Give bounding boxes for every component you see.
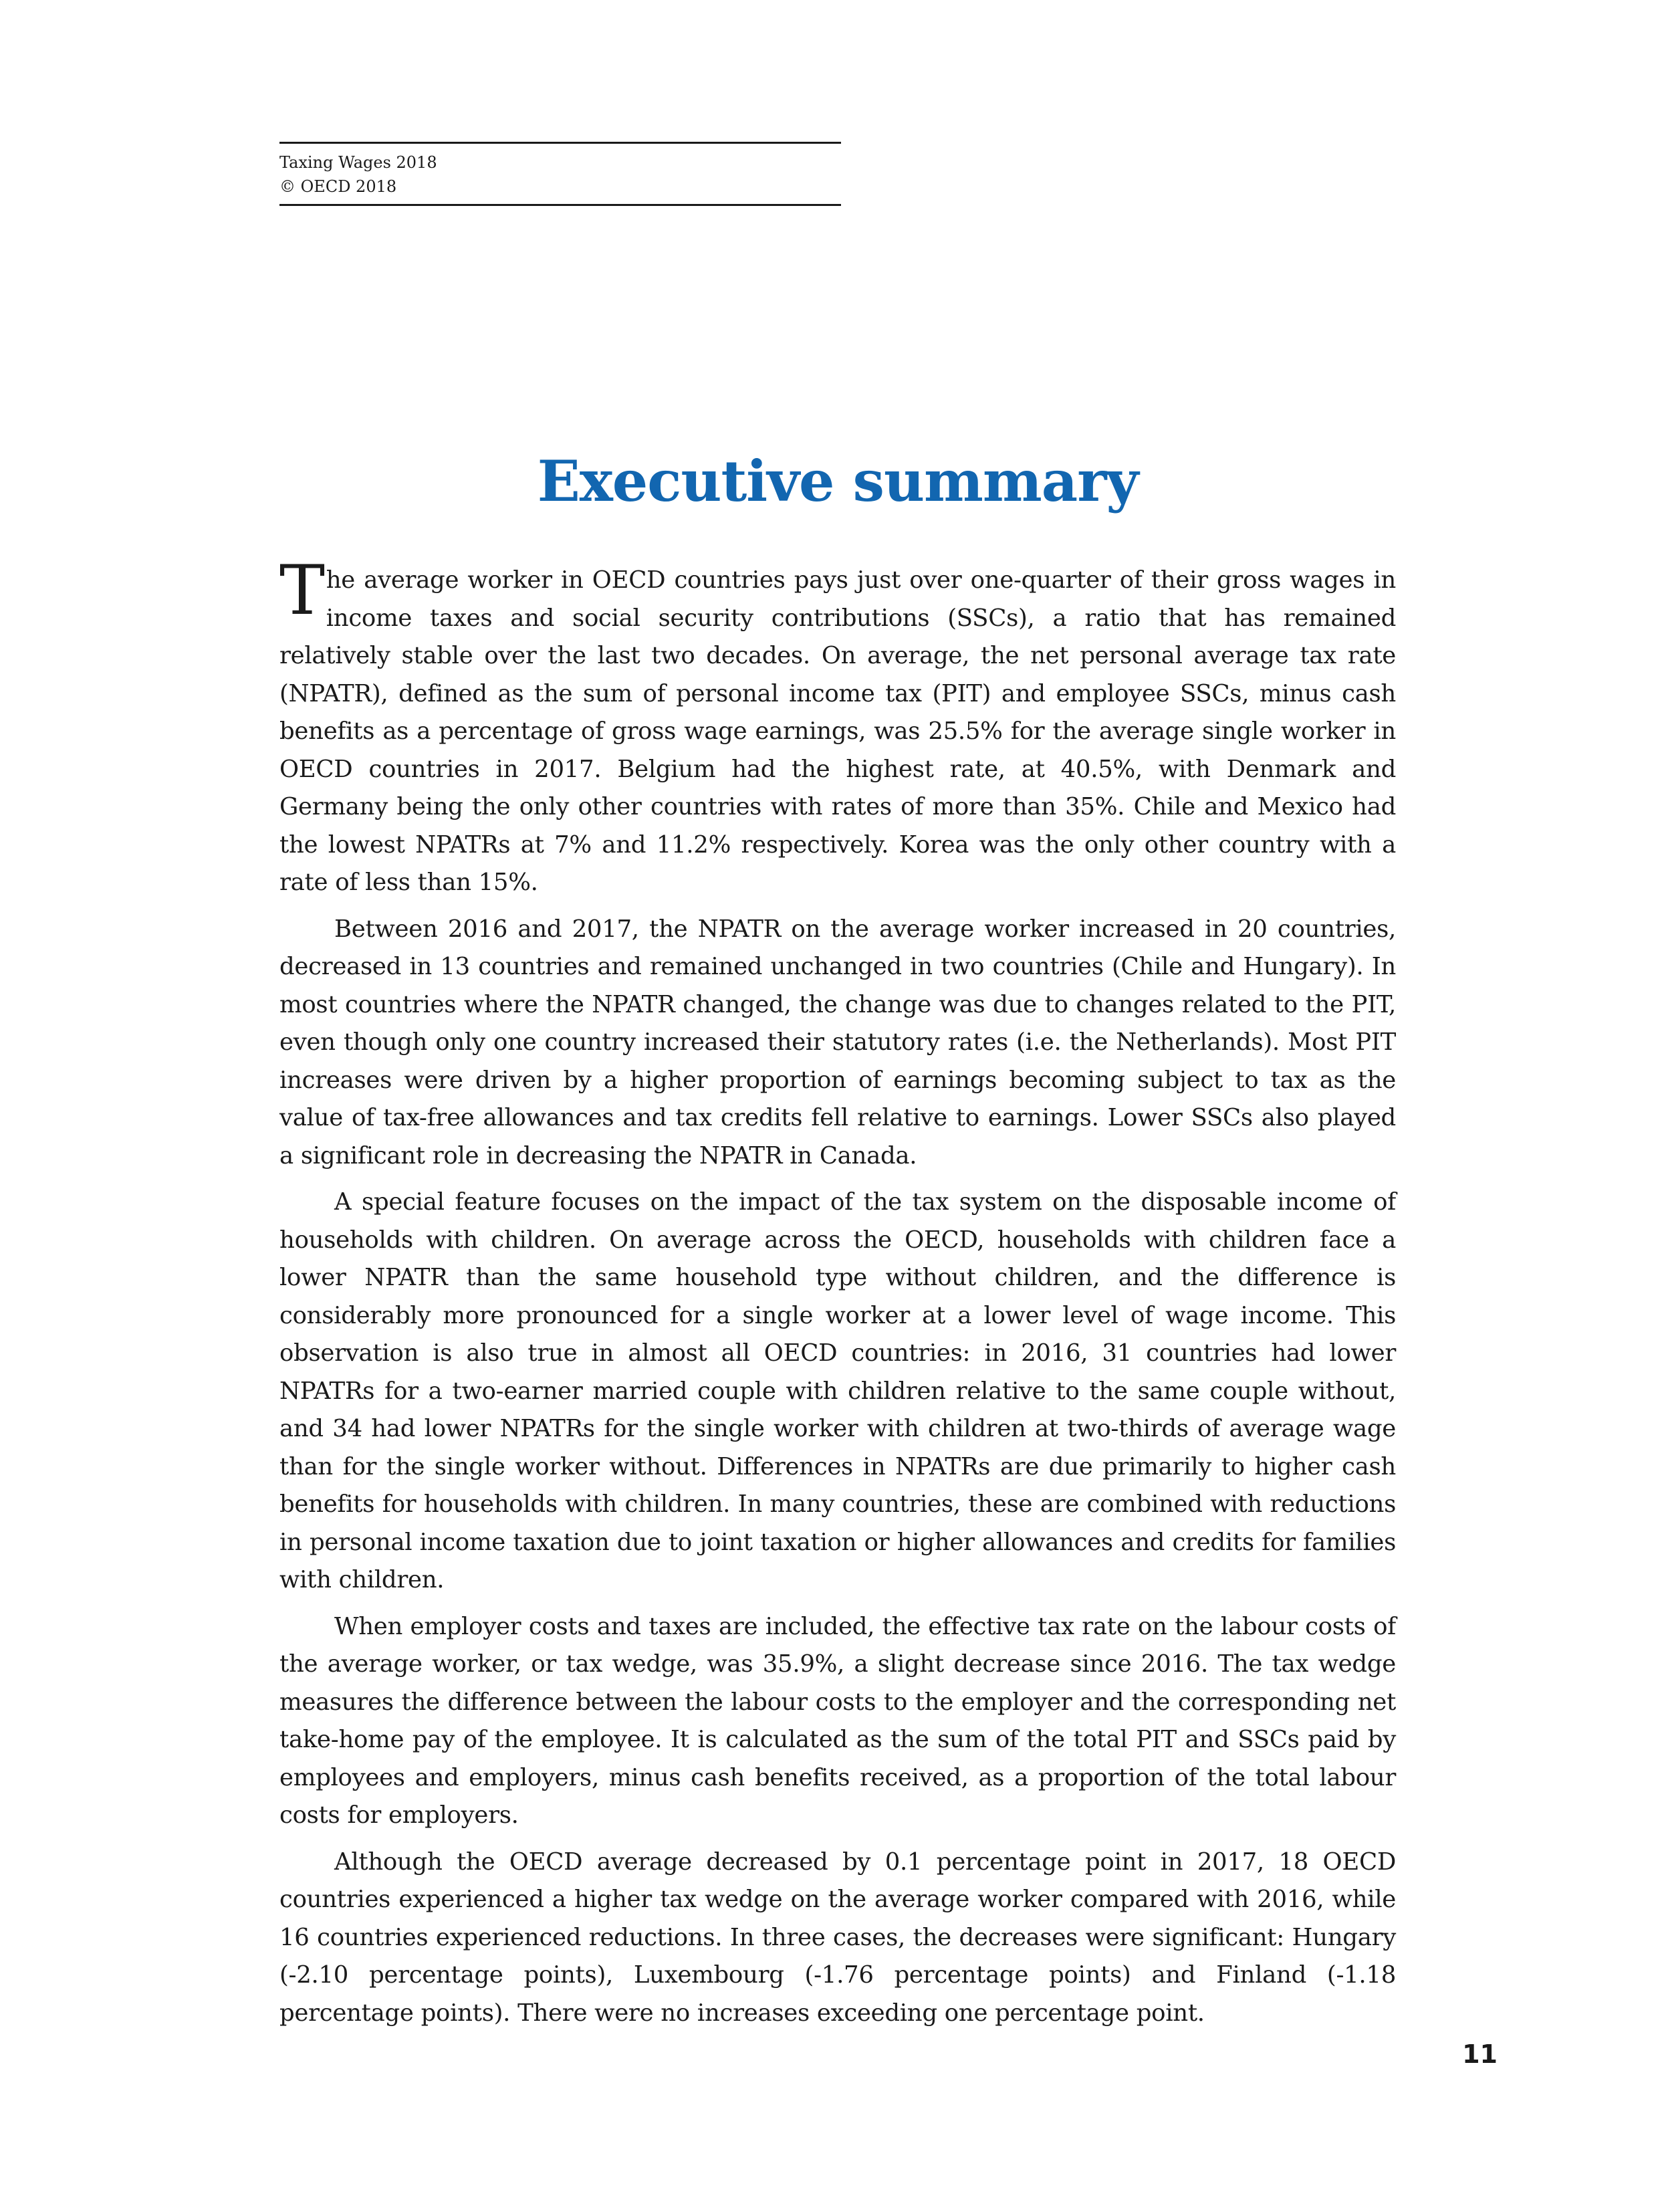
paragraph-4: When employer costs and taxes are included, the effective tax rate on the labour costs of the average worker, or tax wedge, was 35.9%, a slight decrease since 2016. The tax wedge measures the difference between the labour costs to the employer and the corresponding net take-home pay of the employee. It is calculated as the sum of the total PIT and SSCs paid by employees and employers, minus cash benefits received, as a proportion of the total labour costs for employers. (279, 1612, 1396, 1829)
body-text (279, 551, 1396, 2041)
paragraph-1-text: he average worker in OECD countries pays just over one-quarter of their gross wages in income taxes and social security contributions (SSCs), a ratio that has remained relatively stable over the last two decades. On average, the net personal average tax rate (NPATR), defined as the sum of personal income tax (PIT) and employee SSCs, minus cash benefits as a percentage of gross wage earnings, was 25.5% for the average single worker in OECD countries in 2017. Belgium had the highest rate, at 40.5%, with Denmark and Germany being the only other countries with rates of more than 35%. Chile and Mexico had the lowest NPATRs at 7% and 11.2% respectively. Korea was the only other country with a rate of less than 15%. (279, 566, 1396, 896)
paragraph-1 (279, 551, 1396, 902)
header-text (279, 144, 841, 204)
page-number: 11 (1462, 2039, 1498, 2069)
paragraph-5: Although the OECD average decreased by 0.1 percentage point in 2017, 18 OECD countries experienced a higher tax wedge on the average worker compared with 2016, while 16 countries experienced reductions. In three cases, the decreases were significant: Hungary (-2.10 percentage points), Luxembourg (-1.76 percentage points) and Finland (-1.18 percentage points). There were no increases exceeding one percentage point. (279, 1848, 1396, 2027)
paragraph-3: A special feature focuses on the impact of the tax system on the disposable income of households with children. On average across the OECD, households with children face a lower NPATR than the same household type without children, and the difference is considerably more pronounced for a single worker at a lower level of wage income. This observation is also true in almost all OECD countries: in 2016, 31 countries had lower NPATRs for a two-earner married couple with children relative to the same couple without, and 34 had lower NPATRs for the single worker with children at two-thirds of average wage than for the single worker without. Differences in NPATRs are due primarily to higher cash benefits for households with children. In many countries, these are combined with reductions in personal income taxation due to joint taxation or higher allowances and credits for families with children. (279, 1188, 1396, 1593)
copyright-notice: © OECD 2018 (279, 177, 397, 196)
publication-title: Taxing Wages 2018 (279, 153, 437, 172)
paragraph-2: Between 2016 and 2017, the NPATR on the average worker increased in 20 countries, decreased in 13 countries and remained unchanged in two countries (Chile and Hungary). In most countries where the NPATR changed, the change was due to changes related to the PIT, even though only one country increased their statutory rates (i.e. the Netherlands). Most PIT increases were driven by a higher proportion of earnings becoming subject to tax as the value of tax-free allowances and tax credits fell relative to earnings. Lower SSCs also played a significant role in decreasing the NPATR in Canada. (279, 915, 1396, 1170)
page-title: Executive summary (537, 448, 1139, 514)
header-bottom-rule (279, 204, 841, 206)
drop-cap: T (279, 551, 325, 631)
running-header (279, 142, 841, 206)
